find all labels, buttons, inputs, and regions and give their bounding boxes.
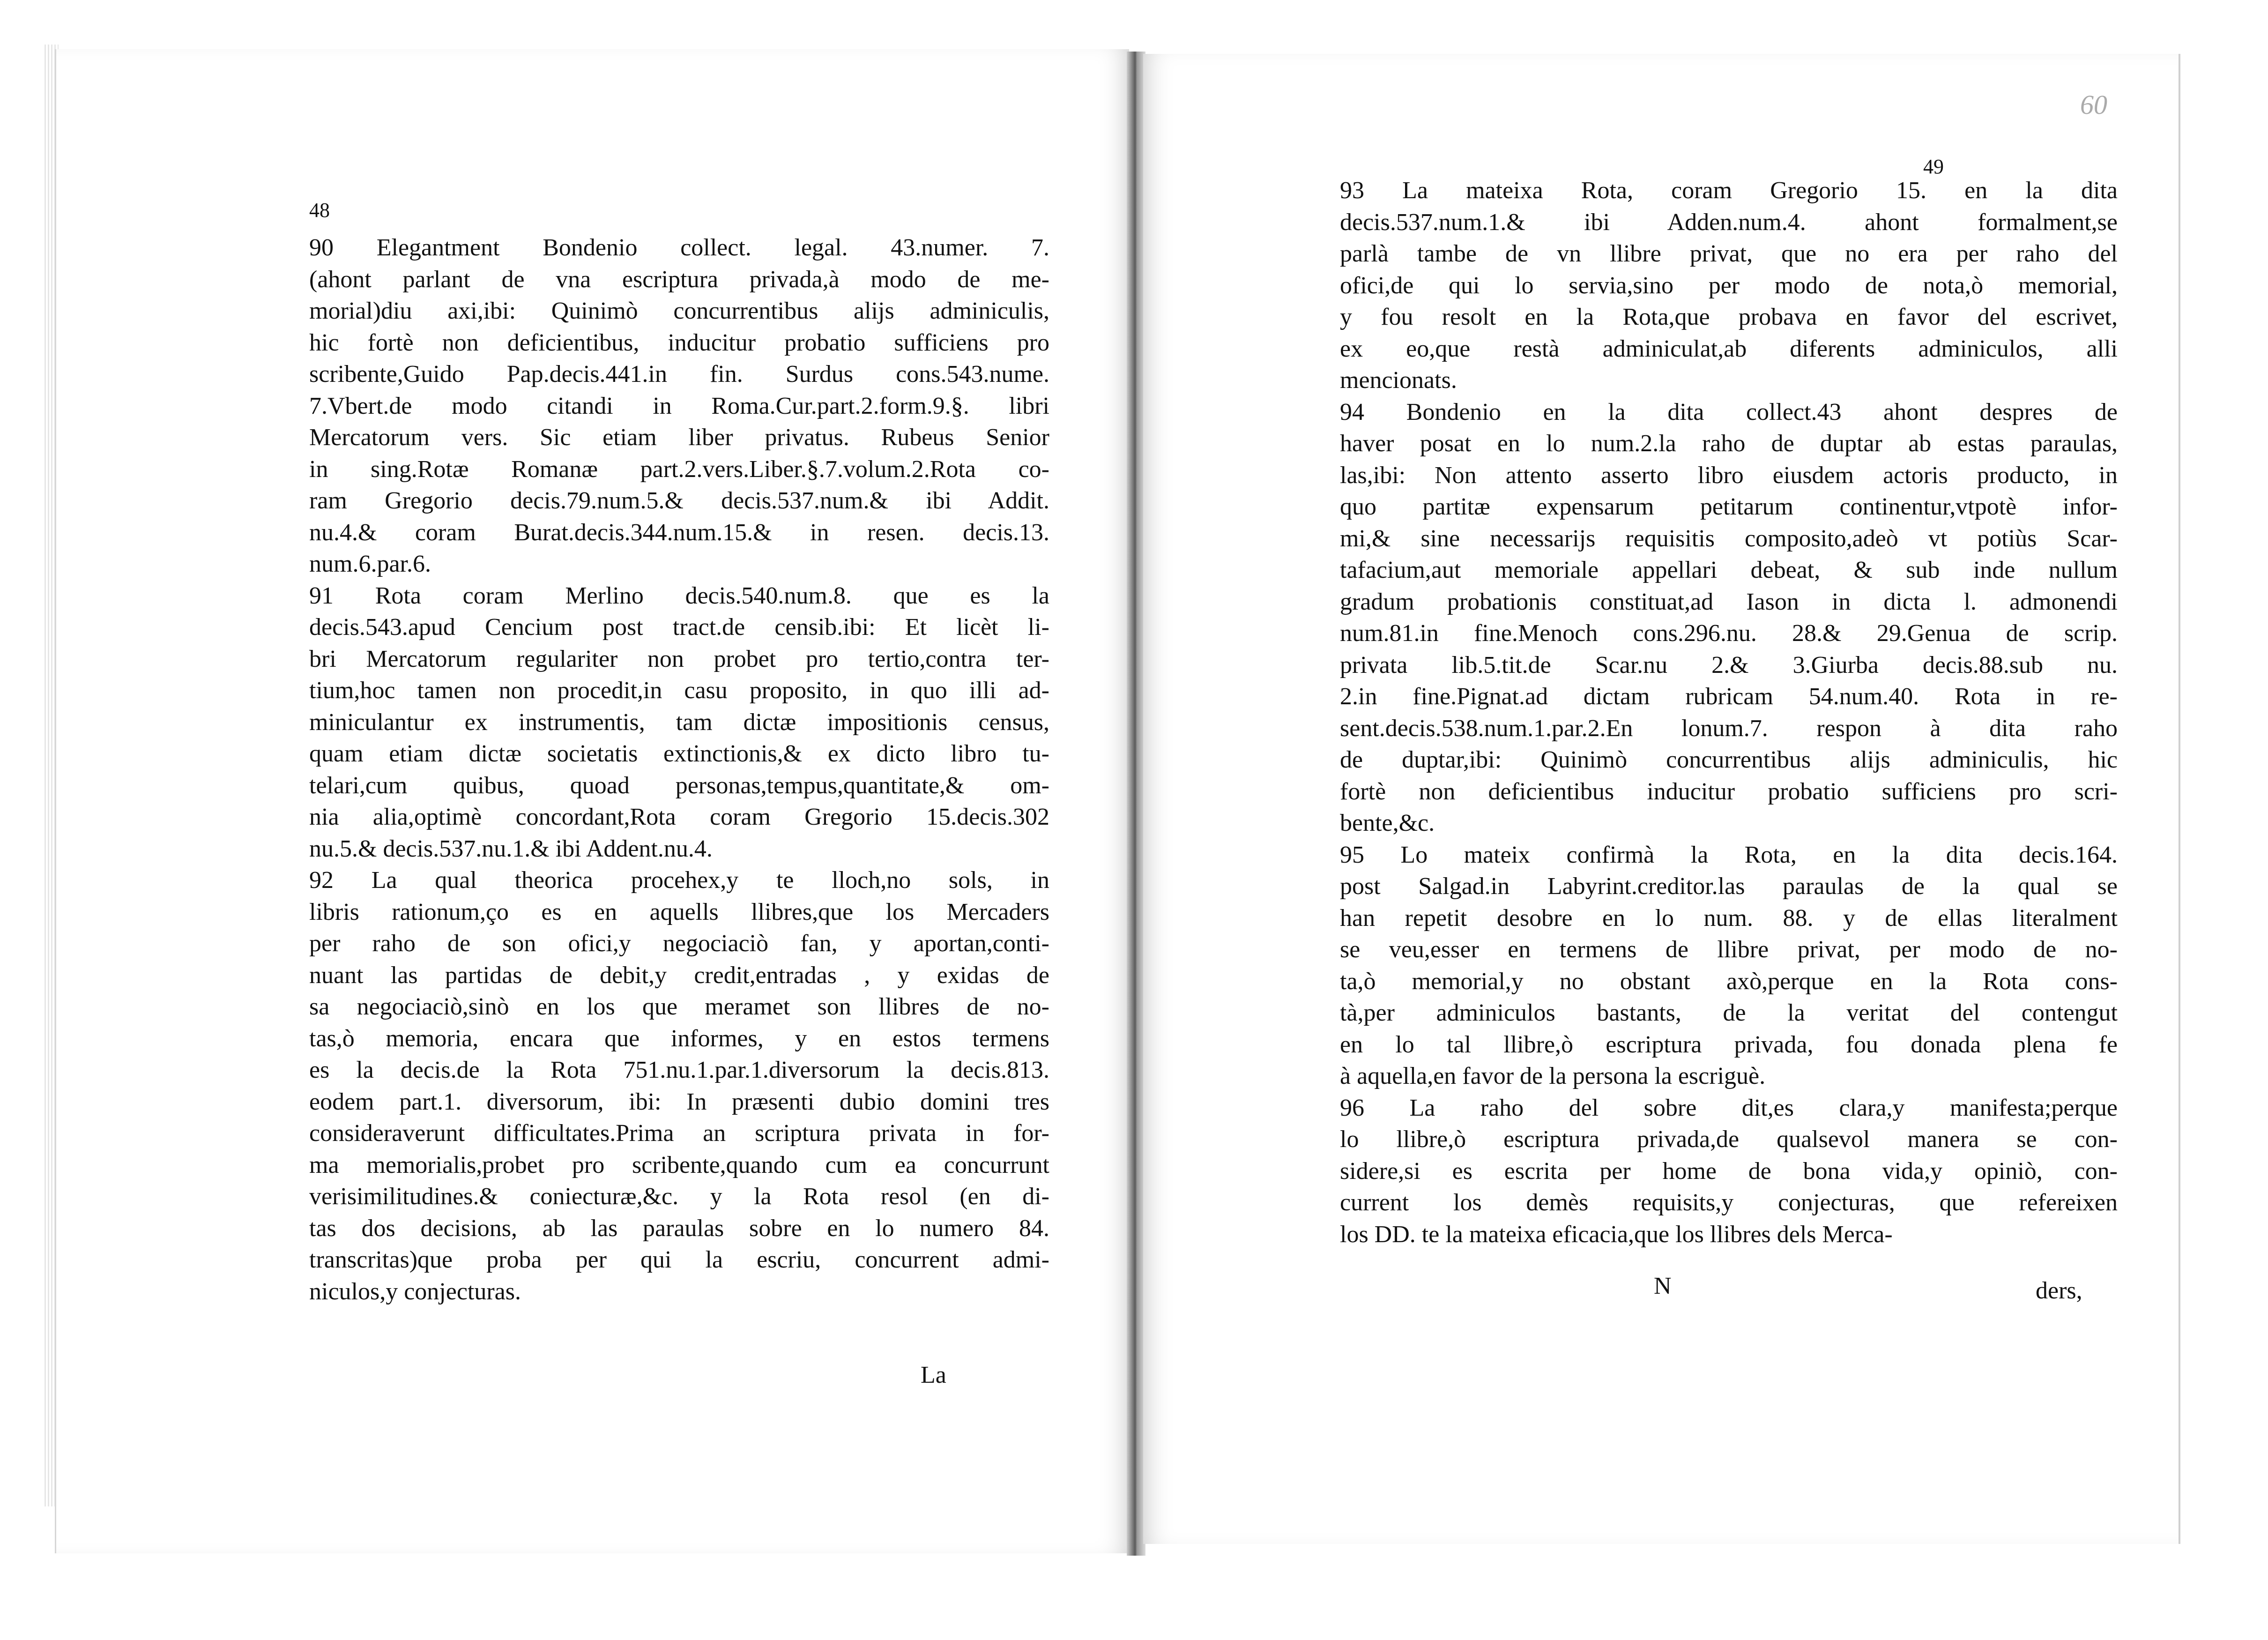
text-line: tas,ò memoria, encara que informes, y en estos termens bbox=[309, 1025, 1049, 1052]
text-line: tà,per adminiculos bastants, de la veritat del contengut bbox=[1340, 999, 2118, 1026]
text-line: scribente,Guido Pap.decis.441.in fin. Surdus cons.543.nume. bbox=[309, 361, 1049, 388]
text-line: bri Mercatorum regulariter non probet pro tertio,contra ter- bbox=[309, 645, 1049, 672]
text-line: telari,cum quibus, quoad personas,tempus,quantitate,& om- bbox=[309, 772, 1049, 799]
text-line: ofici,de qui lo servia,sino per modo de nota,ò memorial, bbox=[1340, 272, 2118, 299]
text-line: 96 La raho del sobre dit,es clara,y manifesta;perque bbox=[1340, 1094, 2118, 1121]
text-line: mi,& sine necessarijs requisitis composito,adeò vt potiùs Scar- bbox=[1340, 525, 2118, 552]
text-line: 94 Bondenio en la dita collect.43 ahont despres de bbox=[1340, 398, 2118, 425]
text-line: han repetit desobre en lo num. 88. y de ellas literalment bbox=[1340, 904, 2118, 932]
book-gutter bbox=[1127, 52, 1145, 1556]
text-line: bente,&c. bbox=[1340, 810, 1435, 836]
text-line: ma memorialis,probet pro scribente,quando cum ea concurrunt bbox=[309, 1151, 1049, 1178]
text-line: fortè non deficientibus inducitur probatio sufficiens pro scri- bbox=[1340, 778, 2118, 805]
text-line: sent.decis.538.num.1.par.2.En lonum.7. respon à dita raho bbox=[1340, 715, 2118, 742]
text-line: tium,hoc tamen non procedit,in casu proposito, in quo illi ad- bbox=[309, 677, 1049, 704]
right-catchword: ders, bbox=[2036, 1277, 2082, 1304]
text-line: 93 La mateixa Rota, coram Gregorio 15. en la dita bbox=[1340, 177, 2118, 204]
text-line: niculos,y conjecturas. bbox=[309, 1278, 521, 1305]
text-line: nia alia,optimè concordant,Rota coram Gregorio 15.decis.302 bbox=[309, 804, 1049, 830]
text-line: nuant las partidas de debit,y credit,entradas , y exidas de bbox=[309, 962, 1049, 989]
text-line: (ahont parlant de vna escriptura privada,à modo de me- bbox=[309, 266, 1049, 293]
left-folio: 48 bbox=[309, 199, 330, 222]
text-line: en lo tal llibre,ò escriptura privada, fou donada plena fe bbox=[1340, 1031, 2118, 1058]
text-line: se veu,esser en termens de llibre privat, per modo de no- bbox=[1340, 936, 2118, 963]
text-line: privata lib.5.tit.de Scar.nu 2.& 3.Giurba decis.88.sub nu. bbox=[1340, 651, 2118, 678]
text-line: eodem part.1. diversorum, ibi: In præsenti dubio domini tres bbox=[309, 1088, 1049, 1115]
text-line: lo llibre,ò escriptura privada,de qualsevol manera se con- bbox=[1340, 1126, 2118, 1153]
text-line: mencionats. bbox=[1340, 367, 1457, 394]
signature-mark: N bbox=[1654, 1273, 1672, 1299]
text-line: es la decis.de la Rota 751.nu.1.par.1.diversorum la decis.813. bbox=[309, 1057, 1049, 1083]
left-catchword: La bbox=[921, 1362, 946, 1388]
text-line: las,ibi: Non attento asserto libro eiusdem actoris producto, in bbox=[1340, 462, 2118, 489]
text-line: tas dos decisions, ab las paraulas sobre en lo numero 84. bbox=[309, 1215, 1049, 1242]
text-line: libris rationum,ço es en aquells llibres,que los Mercaders bbox=[309, 898, 1049, 925]
left-page-text bbox=[309, 232, 1049, 1307]
right-page bbox=[1143, 54, 2179, 1544]
text-line: 92 La qual theorica procehex,y te lloch,no sols, in bbox=[309, 867, 1049, 894]
text-line: sidere,si es escrita per home de bona vida,y opiniò, con- bbox=[1340, 1157, 2118, 1185]
text-line: post Salgad.in Labyrint.creditor.las paraulas de la qual se bbox=[1340, 873, 2118, 900]
text-line: decis.543.apud Cencium post tract.de censib.ibi: Et licèt li- bbox=[309, 614, 1049, 641]
text-line: verisimilitudines.& coniecturæ,&c. y la Rota resol (en di- bbox=[309, 1183, 1049, 1210]
right-page-text bbox=[1340, 175, 2118, 1250]
text-line: ram Gregorio decis.79.num.5.& decis.537.num.& ibi Addit. bbox=[309, 487, 1049, 514]
text-line: de duptar,ibi: Quinimò concurrentibus alijs adminiculis, hic bbox=[1340, 746, 2118, 773]
text-line: haver posat en lo num.2.la raho de duptar ab estas paraulas, bbox=[1340, 430, 2118, 457]
text-line: tafacium,aut memoriale appellari debeat, & sub inde nullum bbox=[1340, 557, 2118, 583]
text-line: in sing.Rotæ Romanæ part.2.vers.Liber.§.7.volum.2.Rota co- bbox=[309, 455, 1049, 483]
text-line: transcritas)que proba per qui la escriu, concurrent admi- bbox=[309, 1246, 1049, 1273]
text-line: morial)diu axi,ibi: Quinimò concurrentibus alijs adminiculis, bbox=[309, 298, 1049, 324]
text-line: decis.537.num.1.& ibi Adden.num.4. ahont formalment,se bbox=[1340, 209, 2118, 236]
text-line: num.6.par.6. bbox=[309, 551, 431, 577]
text-line: 90 Elegantment Bondenio collect. legal. 43.numer. 7. bbox=[309, 234, 1049, 261]
text-line: miniculantur ex instrumentis, tam dictæ impositionis census, bbox=[309, 708, 1049, 736]
margin-note: 60 bbox=[2080, 89, 2107, 120]
text-line: ex eo,que restà adminiculat,ab diferents adminiculos, alli bbox=[1340, 335, 2118, 362]
text-line: quam etiam dictæ societatis extinctionis,& ex dicto libro tu- bbox=[309, 740, 1049, 767]
text-line: consideraverunt difficultates.Prima an scriptura privata in for- bbox=[309, 1120, 1049, 1147]
text-line: Mercatorum vers. Sic etiam liber privatus. Rubeus Senior bbox=[309, 424, 1049, 451]
text-line: ta,ò memorial,y no obstant axò,perque en la Rota cons- bbox=[1340, 968, 2118, 995]
text-line: hic fortè non deficientibus, inducitur probatio sufficiens pro bbox=[309, 329, 1049, 356]
text-line: sa negociaciò,sinò en los que meramet son llibres de no- bbox=[309, 993, 1049, 1020]
text-line: gradum probationis constituat,ad Iason in dicta l. admonendi bbox=[1340, 588, 2118, 615]
text-line: quo partitæ expensarum petitarum continentur,vtpotè infor- bbox=[1340, 493, 2118, 520]
text-line: nu.4.& coram Burat.decis.344.num.15.& in resen. decis.13. bbox=[309, 519, 1049, 546]
text-line: num.81.in fine.Menoch cons.296.nu. 28.& 29.Genua de scrip. bbox=[1340, 620, 2118, 647]
text-line: current los demès requisits,y conjecturas, que refereixen bbox=[1340, 1189, 2118, 1216]
text-line: à aquella,en favor de la persona la escriguè. bbox=[1340, 1063, 1766, 1089]
text-line: 2.in fine.Pignat.ad dictam rubricam 54.num.40. Rota in re- bbox=[1340, 683, 2118, 710]
text-line: los DD. te la mateixa eficacia,que los llibres dels Merca- bbox=[1340, 1221, 1893, 1248]
text-line: parlà tambe de vn llibre privat, que no era per raho del bbox=[1340, 240, 2118, 267]
text-line: nu.5.& decis.537.nu.1.& ibi Addent.nu.4. bbox=[309, 835, 713, 862]
text-line: y fou resolt en la Rota,que probava en favor del escrivet, bbox=[1340, 304, 2118, 330]
right-folio: 49 bbox=[1923, 155, 1944, 178]
text-line: 91 Rota coram Merlino decis.540.num.8. que es la bbox=[309, 582, 1049, 609]
text-line: 95 Lo mateix confirmà la Rota, en la dita decis.164. bbox=[1340, 841, 2118, 868]
text-line: 7.Vbert.de modo citandi in Roma.Cur.part.2.form.9.§. libri bbox=[309, 392, 1049, 419]
text-line: per raho de son ofici,y negociaciò fan, y aportan,conti- bbox=[309, 930, 1049, 957]
left-page bbox=[56, 49, 1129, 1553]
